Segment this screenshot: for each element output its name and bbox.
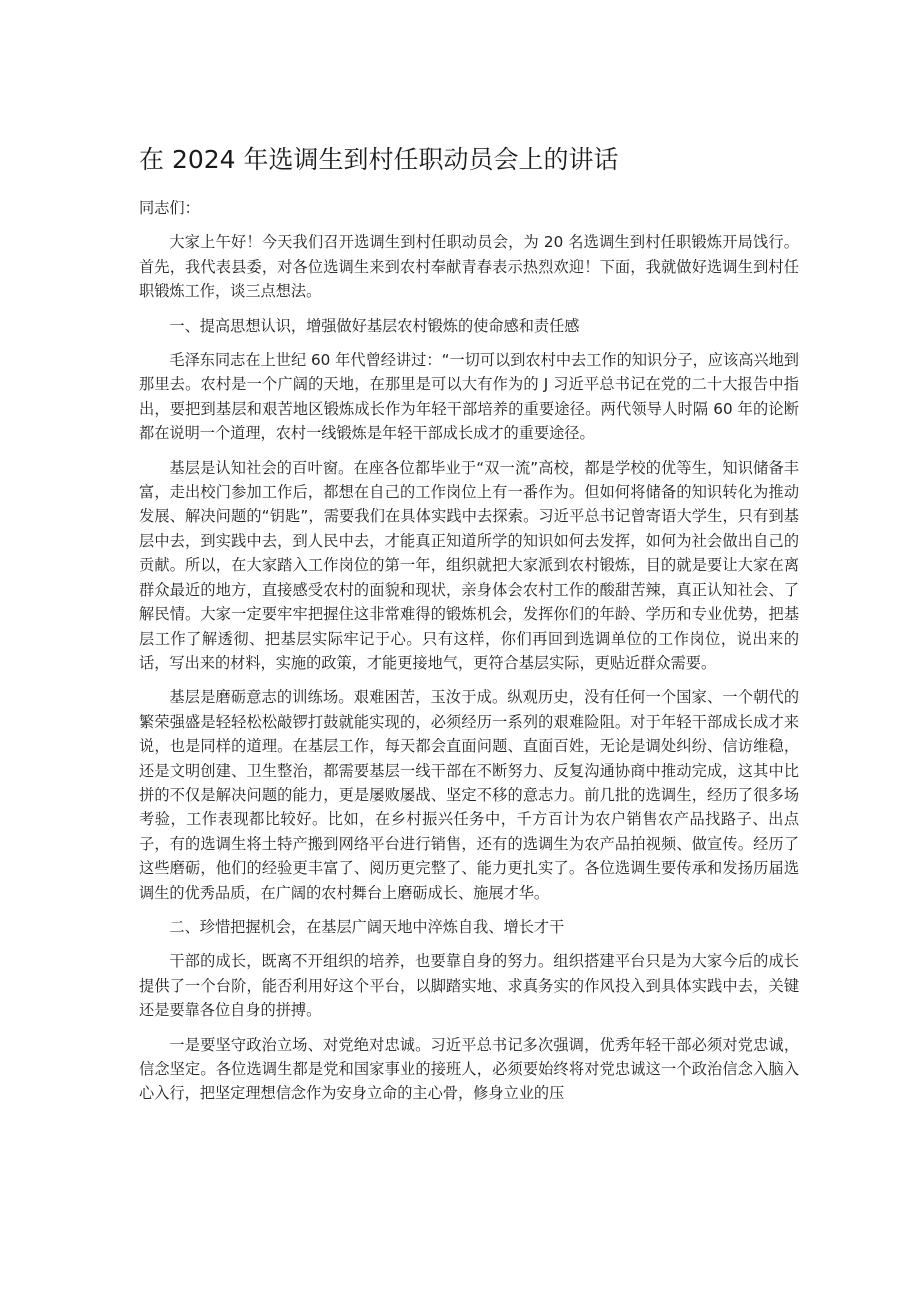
section-heading-1: 一、提高思想认识，增强做好基层农村锻炼的使命感和责任感 [169,316,580,335]
paragraph-political-stance: 一是要坚守政治立场、对党绝对忠诚。习近平总书记多次强调，优秀年轻干部必须对党忠诚，信念坚定。各位选调生都是党和国家事业的接班人，必须要始终将对党忠诚这一个政治信念入脑入心入行，把坚定理想信念作为安身立命的主心骨，修身立业的压 [139,1035,799,1103]
paragraph-mao-quote: 毛泽东同志在上世纪 60 年代曾经讲过：“一切可以到农村中去工作的知识分子，应该高兴地到那里去。农村是一个广阔的天地，在那里是可以大有作为的 J 习近平总书记在党的二十大报告中指出，要把到基层和艰苦地区锻炼成长作为年轻干部培养的重要途径。两代领导人时隔 60 年的论断都在说明一个道理，农村一线锻炼是年轻干部成长成才的重要途径。 [139,351,799,443]
paragraph-grassroots-window: 基层是认知社会的百叶窗。在座各位都毕业于“双一流”高校，都是学校的优等生，知识储备丰富，走出校门参加工作后，都想在自己的工作岗位上有一番作为。但如何将储备的知识转化为推动发展、解决问题的“钥匙”，需要我们在具体实践中去探索。习近平总书记曾寄语大学生，只有到基层中去，到实践中去，到人民中去，才能真正知道所学的知识如何去发挥，如何为社会做出自己的贡献。所以，在大家踏入工作岗位的第一年，组织就把大家派到农村锻炼，目的就是要让大家在离群众最近的地方，直接感受农村的面貌和现状，亲身体会农村工作的酸甜苦辣，真正认知社会、了解民情。大家一定要牢牢把握住这非常难得的锻炼机会，发挥你们的年龄、学历和专业优势，把基层工作了解透彻、把基层实际牢记于心。只有这样，你们再回到选调单位的工作岗位，说出来的话，写出来的材料，实施的政策，才能更接地气，更符合基层实际，更贴近群众需要。 [139,458,799,672]
paragraph-opening: 大家上午好！今天我们召开选调生到村任职动员会，为 20 名选调生到村任职锻炼开局饯行。首先，我代表县委，对各位选调生来到农村奉献青春表示热烈欢迎！下面，我就做好选调生到村任职锻炼工作，谈三点想法。 [139,233,799,301]
paragraph-grassroots-training: 基层是磨砺意志的训练场。艰难困苦，玉汝于成。纵观历史，没有任何一个国家、一个朝代的繁荣强盛是轻轻松松敲锣打鼓就能实现的，必须经历一系列的艰难险阻。对于年轻干部成长成才来说，也是同样的道理。在基层工作，每天都会直面问题、直面百姓，无论是调处纠纷、信访维稳，还是文明创建、卫生整治，都需要基层一线干部在不断努力、反复沟通协商中推动完成，这其中比拼的不仅是解决问题的能力，更是屡败屡战、坚定不移的意志力。前几批的选调生，经历了很多场考验，工作表现都比较好。比如，在乡村振兴任务中，千方百计为农户销售农产品找路子、出点子，有的选调生将土特产搬到网络平台进行销售，还有的选调生为农产品拍视频、做宣传。经历了这些磨砺，他们的经验更丰富了、阅历更完整了、能力更扎实了。各位选调生要传承和发扬历届选调生的优秀品质，在广阔的农村舞台上磨砺成长、施展才华。 [139,688,799,902]
paragraph-cadre-growth: 干部的成长，既离不开组织的培养，也要靠自身的努力。组织搭建平台只是为大家今后的成长提供了一个台阶，能否利用好这个平台，以脚踏实地、求真务实的作风投入到具体实践中去，关键还是要靠各位自身的拼搏。 [139,952,799,1020]
greeting: 同志们： [139,199,200,217]
document-title: 在 2024 年选调生到村任职动员会上的讲话 [139,145,619,174]
document-body [139,196,799,1116]
section-heading-2: 二、珍惜把握机会，在基层广阔天地中淬炼自我、增长才干 [169,917,565,936]
